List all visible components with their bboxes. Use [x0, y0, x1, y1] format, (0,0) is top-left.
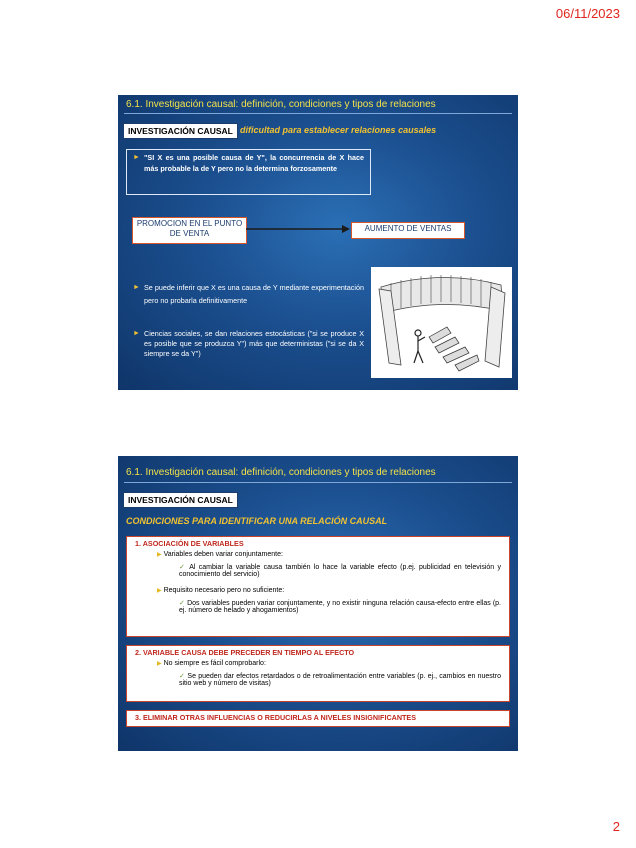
detail-text: Al cambiar la variable causa también lo hace la variable efecto (p.ej. publicidad en televisión y conocimiento del servicio) [179, 564, 501, 578]
condition-point [157, 660, 266, 667]
slide-subtitle: CONDICIONES PARA IDENTIFICAR UNA RELACIÓN CAUSAL [126, 516, 388, 526]
bullet-arrow-icon: ► [133, 330, 140, 337]
bullet-triangle-icon: ▶ [157, 588, 162, 594]
condition-detail [179, 599, 501, 614]
slide-2 [118, 456, 518, 751]
effect-box-label: AUMENTO DE VENTAS [364, 224, 452, 233]
arrow-right-icon [246, 223, 350, 235]
condition-heading: 1. ASOCIACIÓN DE VARIABLES [135, 539, 244, 548]
page-date: 06/11/2023 [555, 6, 620, 21]
checkmark-icon: ✓ [179, 673, 186, 680]
title-divider [124, 113, 512, 114]
condition-heading: 2. VARIABLE CAUSA DEBE PRECEDER EN TIEMPO AL EFECTO [135, 648, 355, 657]
condition-heading: 3. ELIMINAR OTRAS INFLUENCIAS O REDUCIRLAS A NIVELES INSIGNIFICANTES [135, 713, 416, 722]
bullet-text: Ciencias sociales, se dan relaciones estocásticas ("si se produce X es posible que se produzca Y") más que deterministas ("si se da X siempre se da Y") [144, 329, 364, 358]
bullet-arrow-icon: ► [133, 154, 140, 161]
effect-box [351, 222, 465, 239]
bullet-triangle-icon: ▶ [157, 552, 162, 558]
detail-text: Dos variables pueden variar conjuntamente, y no existir ninguna relación causa-efecto entre ellas (p. ej. número de helado y ahogamientos) [179, 600, 501, 614]
condition-point [157, 551, 283, 558]
title-divider [124, 482, 512, 483]
quote-text: "SI X es una posible causa de Y", la concurrencia de X hace más probable la de Y pero no la determina forzosamente [144, 153, 364, 173]
condition-detail [179, 672, 501, 687]
slide-1 [118, 95, 518, 390]
condition-3 [126, 710, 510, 727]
quote-bullet [133, 153, 364, 174]
page-number: 2 [612, 819, 620, 834]
bullet-triangle-icon: ▶ [157, 661, 162, 667]
bullet-arrow-icon: ► [133, 284, 140, 291]
slide-title: 6.1. Investigación causal: definición, condiciones y tipos de relaciones [126, 467, 436, 478]
slide-subtitle: dificultad para establecer relaciones causales [240, 125, 437, 135]
point-text: Requisito necesario pero no suficiente: [163, 587, 285, 594]
slide-title: 6.1. Investigación causal: definición, condiciones y tipos de relaciones [126, 99, 436, 110]
cause-box-label: PROMOCION EN EL PUNTO DE VENTA [136, 219, 243, 238]
condition-1 [126, 536, 510, 637]
bullet-social-sciences [133, 329, 364, 359]
condition-detail [179, 563, 501, 578]
section-tag: INVESTIGACIÓN CAUSAL [123, 492, 238, 508]
detail-text: Se pueden dar efectos retardados o de retroalimentación entre variables (p. ej., cambios en nuestro sitio web y número de visitas) [179, 673, 501, 687]
point-text: Variables deben variar conjuntamente: [163, 551, 283, 558]
cause-box [132, 217, 247, 244]
condition-2 [126, 645, 510, 702]
condition-point [157, 587, 284, 594]
checkmark-icon: ✓ [179, 600, 186, 607]
point-text: No siempre es fácil comprobarlo: [163, 660, 266, 667]
bullet-experimentation [133, 281, 364, 307]
domino-illustration [371, 267, 512, 378]
checkmark-icon: ✓ [179, 564, 187, 571]
bullet-text: Se puede inferir que X es una causa de Y mediante experimentación pero no probarla definitivamente [144, 283, 364, 305]
section-tag: INVESTIGACIÓN CAUSAL [123, 123, 238, 139]
